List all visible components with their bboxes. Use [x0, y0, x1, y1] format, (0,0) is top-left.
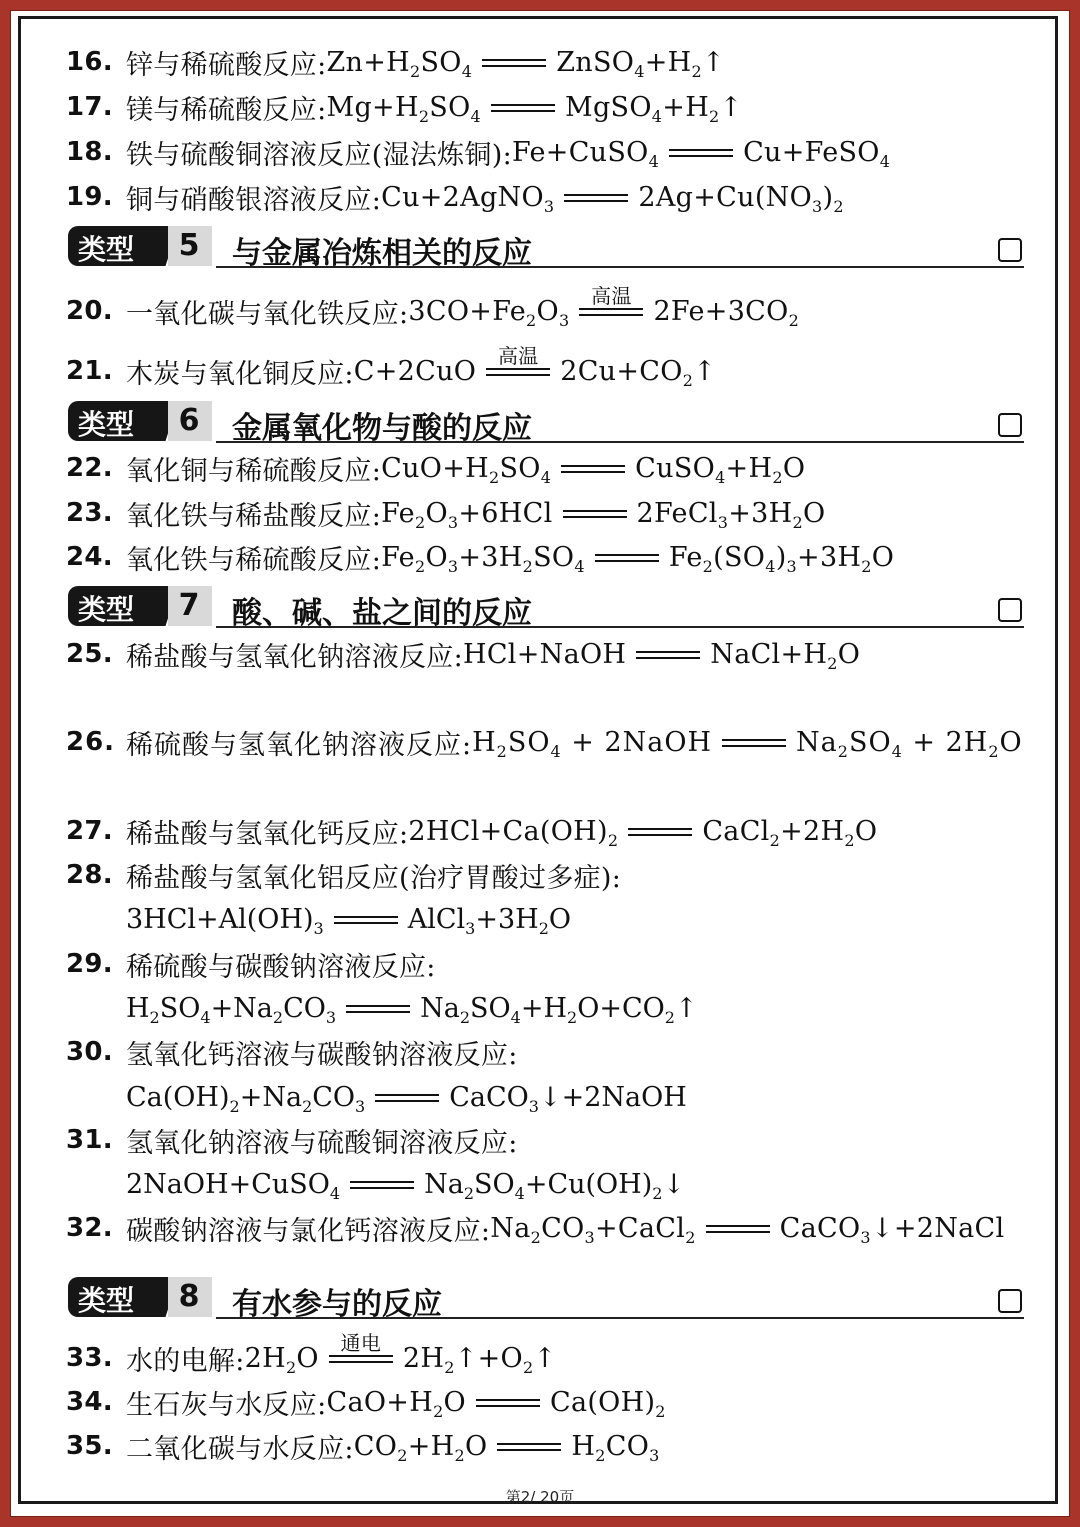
reaction-26: [66, 722, 1024, 762]
reaction-30: [66, 1032, 1024, 1072]
item-number: 22.: [66, 453, 113, 483]
equation: $CuO+H_2SO_4$ $CuSO_4+H_2O$: [381, 452, 806, 487]
item-number: 16.: [66, 47, 113, 77]
section-title: 金属氧化物与酸的反应: [232, 411, 532, 446]
equation: $Zn+H_2SO_4$ $ZnSO_4+H_2↑$: [326, 46, 725, 81]
type-badge: [68, 586, 208, 626]
item-number: 28.: [66, 860, 113, 890]
item-number: 26.: [66, 727, 116, 757]
item-number: 25.: [66, 639, 113, 669]
item-name: 锌与稀硫酸反应:: [126, 49, 327, 81]
checkbox[interactable]: [998, 1289, 1022, 1313]
equation: $Fe_2O_3+3H_2SO_4$ $Fe_2(SO_4)_3+3H_2O$: [381, 541, 895, 576]
reaction-24: [66, 537, 1024, 577]
checkbox[interactable]: [998, 413, 1022, 437]
reaction-21: [66, 344, 1024, 391]
equation: C+2CuO 高温 $2Cu+CO_2↑$: [354, 356, 716, 387]
item-number: 32.: [66, 1213, 113, 1243]
reaction-30-equation: [126, 1077, 1024, 1117]
item-name: 氧化铜与稀硫酸反应:: [126, 455, 382, 487]
equation: $3HCl+Al(OH)_3$ $AlCl_3+3H_2O$: [126, 903, 572, 938]
item-name: 木炭与氧化铜反应:: [126, 358, 354, 390]
section-5-header: [66, 226, 1024, 270]
section-title: 酸、碱、盐之间的反应: [232, 596, 532, 631]
equation: $Na_2CO_3+CaCl_2$ CaCO$_3$↓+2NaCl: [490, 1212, 1005, 1247]
item-name: 稀盐酸与氢氧化铝反应(治疗胃酸过多症):: [126, 862, 622, 894]
type-number: 8: [178, 1279, 200, 1314]
item-name: 一氧化碳与氧化铁反应:: [126, 298, 409, 330]
item-number: 33.: [66, 1343, 113, 1373]
reaction-condition: 高温: [497, 344, 539, 368]
item-number: 35.: [66, 1431, 113, 1461]
reaction-20: [66, 284, 1024, 331]
reaction-28: [66, 855, 1024, 895]
equation: $H_2SO_4+Na_2CO_3$ $Na_2SO_4+H_2O+CO_2↑$: [126, 992, 698, 1027]
equation: Cu+2AgNO$_3$ $2Ag+Cu(NO_3)_2$: [381, 181, 844, 216]
reaction-28-equation: [126, 899, 1024, 939]
item-name: 水的电解:: [126, 1345, 245, 1377]
equation: $2HCl+Ca(OH)_2$ $CaCl_2+2H_2O$: [408, 815, 878, 850]
type-number: 7: [178, 588, 200, 623]
item-name: 碳酸钠溶液与氯化钙溶液反应:: [126, 1215, 491, 1247]
section-title: 与金属冶炼相关的反应: [232, 236, 532, 271]
equation: $CaO+H_2O$ $Ca(OH)_2$: [326, 1386, 666, 1421]
reaction-29: [66, 944, 1024, 984]
item-name: 稀盐酸与氢氧化钠溶液反应:: [126, 641, 463, 673]
type-number: 5: [178, 228, 200, 263]
equation: $Fe_2O_3+6HCl$ $2FeCl_3+3H_2O$: [381, 497, 826, 532]
item-name: 氢氧化钙溶液与碳酸钠溶液反应:: [126, 1039, 518, 1071]
reaction-31: [66, 1120, 1024, 1160]
page-number: 第2/ 20页: [505, 1488, 575, 1506]
item-name: 生石灰与水反应:: [126, 1389, 327, 1421]
type-label: 类型: [78, 233, 135, 266]
reaction-condition: 高温: [591, 284, 632, 308]
item-number: 17.: [66, 92, 113, 122]
equation: $3CO+Fe_2O_3$ 高温 $2Fe+3CO_2$: [408, 296, 799, 327]
item-name: 铁与硫酸铜溶液反应(湿法炼铜):: [126, 139, 512, 171]
reaction-33: [66, 1331, 1024, 1378]
item-name: 镁与稀硫酸反应:: [126, 94, 327, 126]
type-label: 类型: [78, 593, 135, 626]
reaction-25: [66, 634, 1024, 674]
item-name: 氧化铁与稀盐酸反应:: [126, 500, 382, 532]
reaction-17: [66, 87, 1024, 127]
reaction-34: [66, 1382, 1024, 1422]
item-number: 31.: [66, 1125, 113, 1155]
reaction-29-equation: [126, 988, 1024, 1028]
section-8-header: [66, 1277, 1024, 1321]
equation: $H_2SO_4$ + 2NaOH $Na_2SO_4 + 2H_2O$: [472, 726, 1023, 761]
reaction-16: [66, 42, 1024, 82]
equation: Fe+CuSO$_4$ Cu+FeSO$_4$: [511, 136, 891, 171]
item-name: 氢氧化钠溶液与硫酸铜溶液反应:: [126, 1127, 518, 1159]
equation: HCl+NaOH $NaCl+H_2O$: [463, 638, 861, 673]
item-name: 稀硫酸与氢氧化钠溶液反应:: [126, 729, 473, 761]
item-number: 19.: [66, 182, 113, 212]
reaction-22: [66, 448, 1024, 488]
type-badge: [68, 226, 208, 266]
item-name: 氧化铁与稀硫酸反应:: [126, 544, 382, 576]
section-title: 有水参与的反应: [232, 1287, 442, 1322]
type-label: 类型: [78, 408, 135, 441]
item-number: 21.: [66, 356, 113, 386]
type-badge: [68, 1277, 208, 1317]
type-badge: [68, 401, 208, 441]
item-number: 18.: [66, 137, 113, 167]
reaction-35: [66, 1426, 1024, 1466]
item-number: 29.: [66, 949, 113, 979]
reaction-32: [66, 1208, 1024, 1248]
item-name: 二氧化碳与水反应:: [126, 1433, 354, 1465]
item-number: 34.: [66, 1387, 113, 1417]
checkbox[interactable]: [998, 238, 1022, 262]
item-number: 30.: [66, 1037, 113, 1067]
reaction-23: [66, 493, 1024, 533]
reaction-18: [66, 132, 1024, 172]
section-underline: [216, 441, 1024, 443]
equation: 2NaOH+CuSO$_4$ $Na_2SO_4+Cu(OH)_2↓$: [126, 1168, 686, 1203]
reaction-condition: 通电: [340, 1331, 382, 1355]
item-number: 23.: [66, 498, 113, 528]
section-7-header: [66, 586, 1024, 630]
section-underline: [216, 266, 1024, 268]
equation: $2H_2O$ 通电 $2H_2↑+O_2↑$: [245, 1343, 557, 1374]
item-name: 稀盐酸与氢氧化钙反应:: [126, 818, 409, 850]
item-number: 27.: [66, 816, 113, 846]
item-number: 20.: [66, 296, 113, 326]
type-number: 6: [178, 403, 200, 438]
section-6-header: [66, 401, 1024, 445]
equation: $CO_2+H_2O$ $H_2CO_3$: [353, 1430, 660, 1465]
checkbox[interactable]: [998, 598, 1022, 622]
section-underline: [216, 1317, 1024, 1319]
reaction-31-equation: [126, 1164, 1024, 1204]
reaction-27: [66, 811, 1024, 851]
section-underline: [216, 626, 1024, 628]
type-label: 类型: [78, 1284, 135, 1317]
reaction-19: [66, 177, 1024, 217]
item-name: 稀硫酸与碳酸钠溶液反应:: [126, 951, 436, 983]
equation: $Ca(OH)_2+Na_2CO_3$ CaCO$_3$↓+2NaOH: [126, 1081, 687, 1116]
item-number: 24.: [66, 542, 113, 572]
equation: $Mg+H_2SO_4$ $MgSO_4+H_2↑$: [326, 91, 743, 126]
item-name: 铜与硝酸银溶液反应:: [126, 184, 382, 216]
